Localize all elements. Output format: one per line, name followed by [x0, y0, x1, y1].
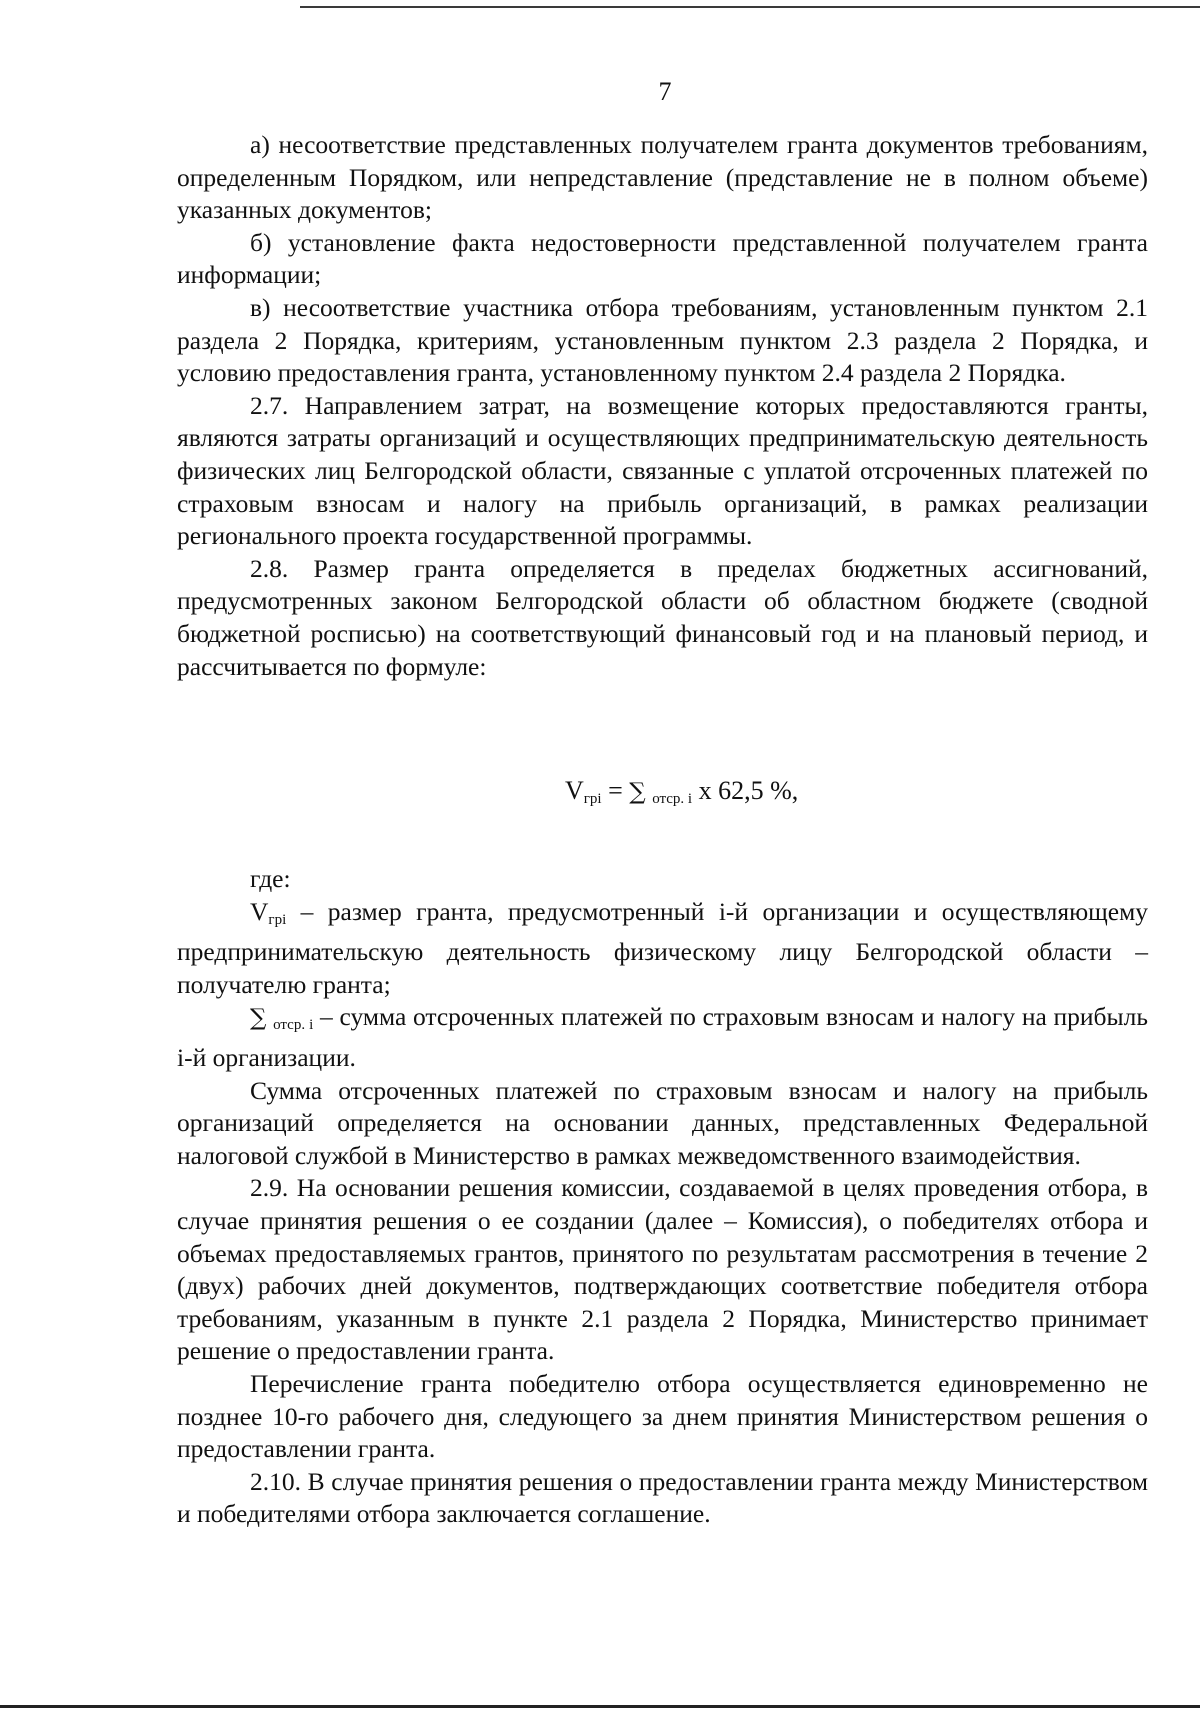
paragraph-sum-source: Сумма отсроченных платежей по страховым взносам и налогу на прибыль организаций определяется на основании данных, представленных Федеральной налоговой службой в Министерство в рамках межведомственного взаимодействия.: [177, 1075, 1148, 1170]
definition-sigma-text: – сумма отсроченных платежей по страховым взносам и налогу на прибыль i-й организации.: [177, 1002, 1148, 1072]
page-number: 7: [658, 77, 672, 106]
definition-v: [177, 896, 1148, 1002]
definition-sigma-symbol: ∑: [250, 1005, 267, 1032]
paragraph-item-a: а) несоответствие представленных получателем гранта документов требованиям, определенным Порядком, или непредставление (представление не в полном объеме) указанных документов;: [177, 130, 1148, 225]
definition-v-symbol: V: [250, 896, 269, 926]
paragraph-item-v: в) несоответствие участника отбора требованиям, установленным пунктом 2.1 раздела 2 Порядка, критериям, установленным пунктом 2.3 раздела 2 Порядка, и условию предоставления гранта, установленному пунктом 2.4 раздела 2 Порядка.: [177, 292, 1148, 388]
definition-v-subscript: грi: [268, 911, 287, 928]
formula-multiplier: х 62,5 %,: [698, 776, 799, 805]
text-block-top: [177, 129, 1148, 683]
definition-sigma: [177, 1001, 1148, 1074]
formula-v-subscript: грi: [583, 791, 602, 807]
paragraph-2-7: 2.7. Направлением затрат, на возмещение которых предоставляются гранты, являются затраты организаций и осуществляющих предпринимательскую деятельность физических лиц Белгородской области, связанные с уплатой отсроченных платежей по страховым взносам и налогу на прибыль организаций, в рамках реализации регионального проекта государственной программы.: [177, 390, 1148, 551]
grant-formula: [565, 774, 798, 816]
formula-sum-sign: ∑: [629, 779, 646, 805]
formula-sum-subscript: отср. i: [652, 791, 693, 807]
paragraph-2-10: 2.10. В случае принятия решения о предоставлении гранта между Министерством и победителями отбора заключается соглашение.: [177, 1466, 1148, 1529]
definition-sigma-subscript: отср. i: [273, 1017, 314, 1034]
scan-edge-bottom: [0, 1705, 1200, 1708]
definition-v-text: – размер гранта, предусмотренный i-й организации и осуществляющему предпринимательскую деятельность физическому лицу Белгородской области – получателю гранта;: [177, 896, 1148, 999]
where-label: где:: [250, 864, 291, 893]
paragraph-2-8: 2.8. Размер гранта определяется в пределах бюджетных ассигнований, предусмотренных законом Белгородской области об областном бюджете (сводной бюджетной росписью) на соответствующий финансовый год и на плановый период, и рассчитывается по формуле:: [177, 553, 1148, 681]
definition-v-term: [250, 897, 286, 926]
paragraph-2-9: 2.9. На основании решения комиссии, создаваемой в целях проведения отбора, в случае принятия решения о ее создании (далее – Комиссия), о победителях отбора и объемах предоставляемых грантов, принятого по результатам рассмотрения в течение 2 (двух) рабочих дней документов, подтверждающих соответствие победителя отбора требованиям, указанным в пункте 2.1 раздела 2 Порядка, Министерство принимает решение о предоставлении гранта.: [177, 1173, 1148, 1366]
paragraph-item-b: б) установление факта недостоверности представленной получателем гранта информации;: [177, 227, 1148, 290]
text-block-bottom: [177, 863, 1148, 1531]
formula-v: V: [565, 776, 584, 805]
formula-equals: =: [608, 776, 623, 805]
definition-sigma-term: [250, 1002, 314, 1034]
scan-edge-top: [300, 6, 1200, 8]
paragraph-transfer: Перечисление гранта победителю отбора осуществляется единовременно не позднее 10-го рабочего дня, следующего за днем принятия Министерством решения о предоставлении гранта.: [177, 1368, 1148, 1464]
